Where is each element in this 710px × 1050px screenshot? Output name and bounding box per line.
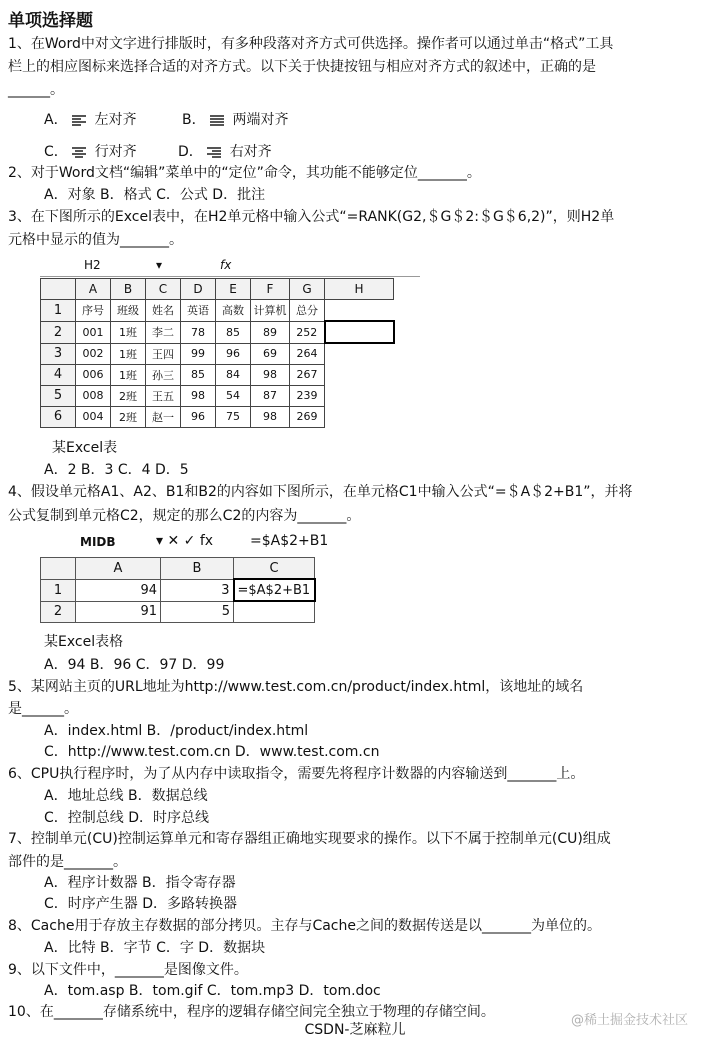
formula-tools-icon: ▾ ✕ ✓ fx <box>156 533 214 549</box>
q7-options-2: C．时序产生器 D．多路转换器 <box>44 896 238 912</box>
formula-text: =$A$2+B1 <box>250 533 329 549</box>
footer-credit: CSDN-芝麻粒儿 <box>304 1022 406 1038</box>
q4-line2: 公式复制到单元格C2，规定的那么C2的内容为_______。 <box>8 508 361 524</box>
q1-option-c: C． 行对齐 <box>44 144 137 160</box>
q3-line2: 元格中显示的值为_______。 <box>8 232 183 248</box>
excel2-header-row <box>41 558 315 580</box>
q4-line1: 4、假设单元格A1、A2、B1和B2的内容如下图所示，在单元格C1中输入公式“=＄A＄2+B1”，并将 <box>8 484 633 500</box>
q1-line3: ______。 <box>8 82 64 98</box>
q9-options: A．tom.asp B．tom.gif C．tom.mp3 D．tom.doc <box>44 983 381 999</box>
excel1-col-header: B <box>111 279 146 300</box>
excel1-col-header: G <box>290 279 325 300</box>
table-row: 3 002 1班 王四 99 96 69 264 <box>41 343 394 364</box>
fx-icon: fx <box>220 258 232 272</box>
name-box: H2 <box>84 258 101 272</box>
q3-options: A．2 B．3 C．4 D．5 <box>44 462 189 478</box>
q4-options: A．94 B．96 C．97 D．99 <box>44 657 225 673</box>
table-row: 4 006 1班 孙三 85 84 98 267 <box>41 364 394 385</box>
excel1-col-header: E <box>216 279 251 300</box>
excel1-grid <box>40 278 395 428</box>
excel2-col-header <box>41 558 76 580</box>
q8-line1: 8、Cache用于存放主存数据的部分拷贝。主存与Cache之间的数据传送是以_______为单位的。 <box>8 918 601 934</box>
excel-table-2 <box>40 533 340 625</box>
q9-line1: 9、以下文件中，_______是图像文件。 <box>8 962 248 978</box>
name-box: MIDB <box>80 535 116 549</box>
q4-caption: 某Excel表格 <box>44 634 124 650</box>
table-row: 6 004 2班 赵一 96 75 98 269 <box>41 406 394 427</box>
section-title: 单项选择题 <box>8 11 93 31</box>
excel1-col-header: C <box>146 279 181 300</box>
q2-line1: 2、对于Word文档“编辑”菜单中的“定位”命令，其功能不能够定位_______。 <box>8 165 481 181</box>
selected-cell-h2[interactable] <box>325 321 394 343</box>
align-center-icon <box>72 146 86 158</box>
q3-line1: 3、在下图所示的Excel表中，在H2单元格中输入公式“=RANK(G2,＄G＄2:＄G＄6,2)”，则H2单 <box>8 209 615 225</box>
q7-line1: 7、控制单元(CU)控制运算单元和寄存器组正确地实现要求的操作。以下不属于控制单元(CU)组成 <box>8 831 611 847</box>
formula-bar <box>40 256 420 277</box>
q5-line2: 是______。 <box>8 701 78 717</box>
active-cell-c1[interactable]: =$A$2+B1 <box>234 579 315 601</box>
q8-options: A．比特 B．字节 C．字 D．数据块 <box>44 940 266 956</box>
q6-options-2: C．控制总线 D．时序总线 <box>44 810 210 826</box>
watermark: @稀土掘金技术社区 <box>570 1013 688 1028</box>
table-row: 2 001 1班 李二 78 85 89 252 <box>41 321 394 343</box>
align-justify-icon <box>210 114 224 126</box>
excel1-header-row <box>41 279 394 300</box>
dropdown-icon: ▾ <box>156 258 163 272</box>
align-right-icon <box>207 146 221 158</box>
table-row: 1 94 3 =$A$2+B1 <box>41 579 315 601</box>
excel2-col-header: A <box>76 558 161 580</box>
q1-line1: 1、在Word中对文字进行排版时，有多种段落对齐方式可供选择。操作者可以通过单击“格式”工具 <box>8 36 614 52</box>
excel1-col-header: H <box>325 279 394 300</box>
excel2-col-header: B <box>161 558 234 580</box>
q1-line2: 栏上的相应图标来选择合适的对齐方式。以下关于快捷按钮与相应对齐方式的叙述中，正确的是 <box>8 59 596 75</box>
align-left-icon <box>72 114 86 126</box>
q1-option-a: A． 左对齐 <box>44 112 137 128</box>
excel2-col-header: C <box>234 558 315 580</box>
excel2-grid <box>40 557 316 623</box>
q6-options-1: A．地址总线 B．数据总线 <box>44 788 208 804</box>
table-row: 5 008 2班 王五 98 54 87 239 <box>41 385 394 406</box>
q3-caption: 某Excel表 <box>52 440 118 456</box>
table-row: 2 91 5 <box>41 601 315 623</box>
q1-option-d: D． 右对齐 <box>178 144 272 160</box>
q10-line1: 10、在_______存储系统中，程序的逻辑存储空间完全独立于物理的存储空间。 <box>8 1004 495 1020</box>
formula-bar <box>40 533 340 553</box>
q5-options-2: C．http://www.test.com.cn D．www.test.com.cn <box>44 744 380 760</box>
q2-options: A．对象 B．格式 C．公式 D．批注 <box>44 187 266 203</box>
excel1-col-header: D <box>181 279 216 300</box>
table-row: 1 序号 班级 姓名 英语 高数 计算机 总分 <box>41 300 394 322</box>
q6-line1: 6、CPU执行程序时，为了从内存中读取指令，需要先将程序计数器的内容输送到_______上。 <box>8 766 585 782</box>
excel1-col-header <box>41 279 76 300</box>
q5-line1: 5、某网站主页的URL地址为http://www.test.com.cn/product/index.html，该地址的域名 <box>8 679 584 695</box>
q1-option-b: B． 两端对齐 <box>182 112 289 128</box>
excel1-col-header: F <box>251 279 290 300</box>
q7-line2: 部件的是_______。 <box>8 854 127 870</box>
q7-options-1: A．程序计数器 B．指令寄存器 <box>44 875 236 891</box>
excel1-col-header: A <box>76 279 111 300</box>
excel-table-1 <box>40 256 422 426</box>
q5-options-1: A．index.html B．/product/index.html <box>44 723 309 739</box>
